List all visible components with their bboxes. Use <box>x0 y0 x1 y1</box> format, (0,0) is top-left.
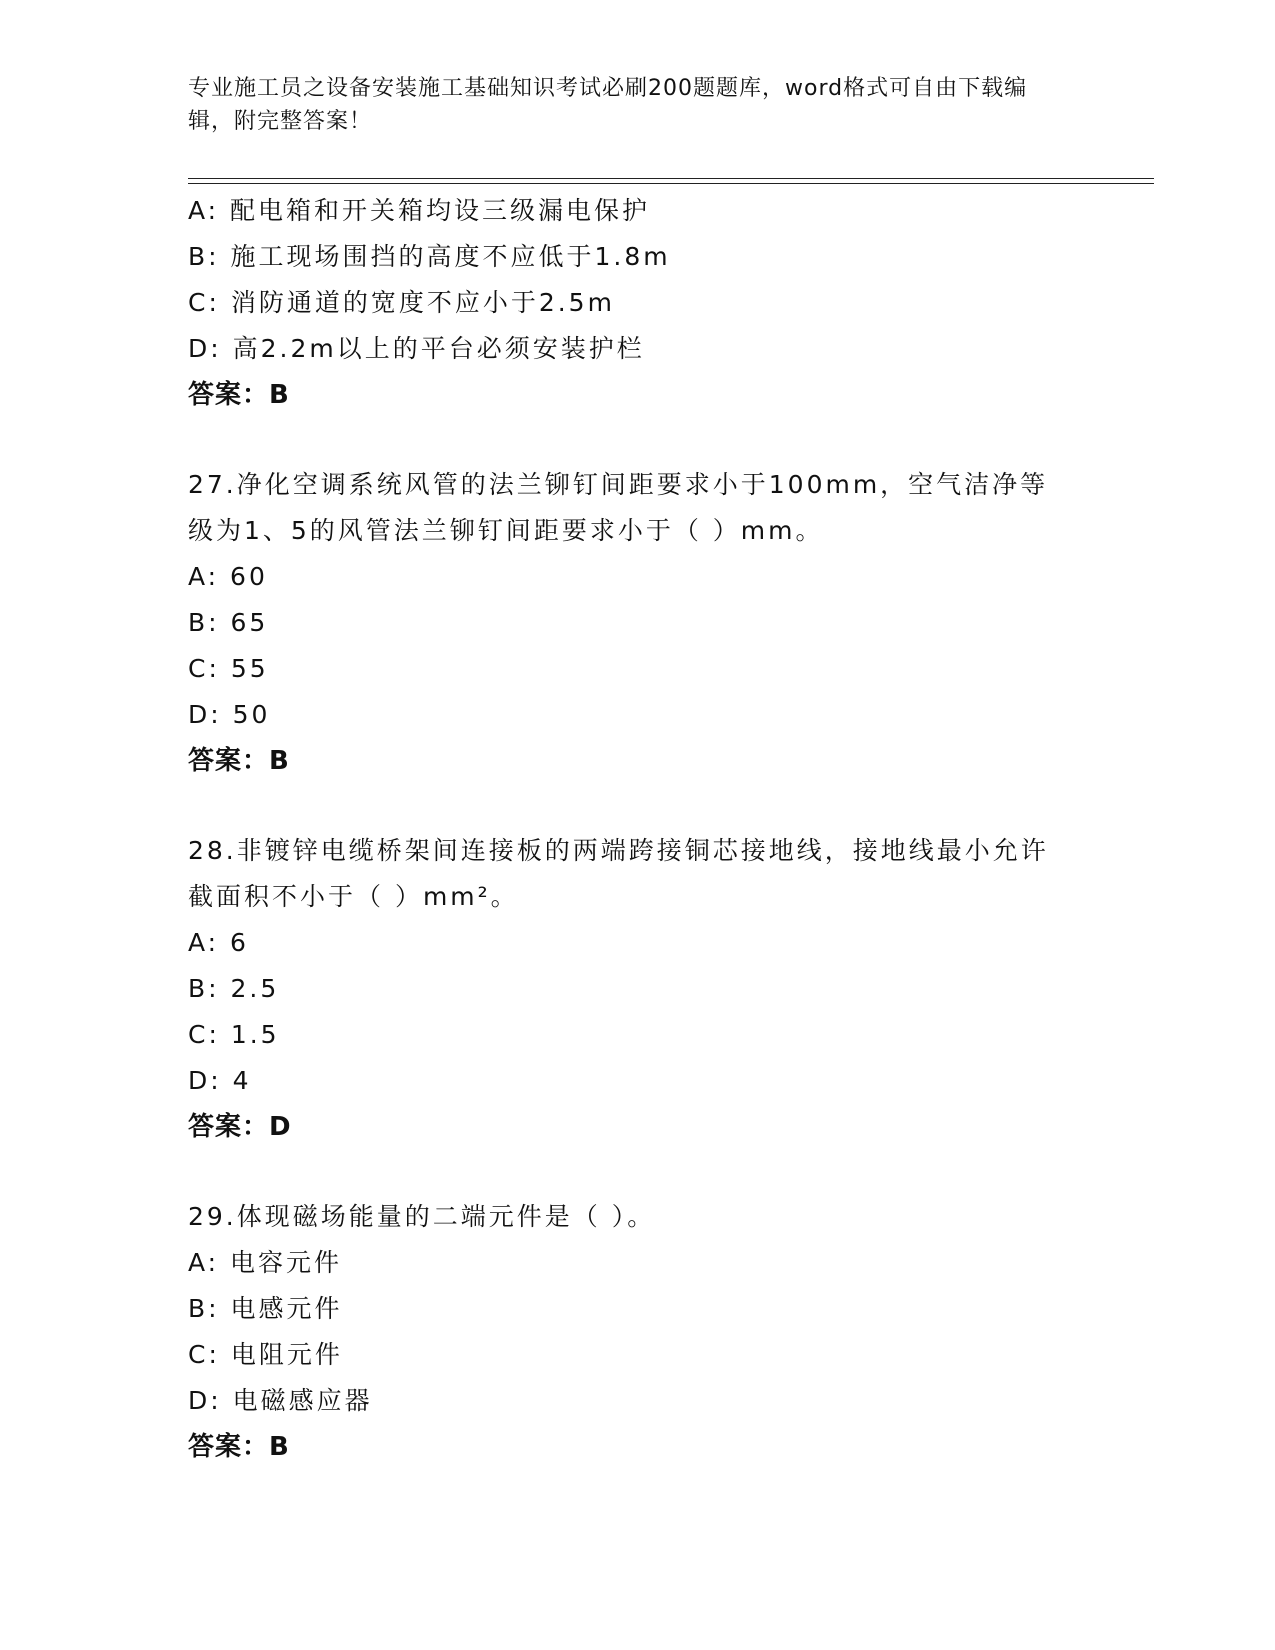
option-c: C: 消防通道的宽度不应小于2.5m <box>188 288 615 317</box>
question-text: 29.体现磁场能量的二端元件是（ ）。 <box>188 1202 656 1231</box>
answer-label: 答案： <box>188 746 270 776</box>
spacer <box>188 418 1088 462</box>
header-divider-bottom <box>188 183 1154 184</box>
question-block-27 <box>188 462 1088 784</box>
answer-line <box>188 1104 1088 1150</box>
header-divider-top <box>188 178 1154 179</box>
header-title: 专业施工员之设备安装施工基础知识考试必刷200题题库，word格式可自由下载编辑，附完整答案！ <box>188 76 1028 134</box>
answer-line <box>188 738 1088 784</box>
question-text: 27.净化空调系统风管的法兰铆钉间距要求小于100mm，空气洁净等级为1、5的风管法兰铆钉间距要求小于（ ）mm。 <box>188 470 1049 545</box>
question-block-29 <box>188 1194 1088 1470</box>
answer-label: 答案： <box>188 380 270 410</box>
answer-line <box>188 1424 1088 1470</box>
spacer <box>188 784 1088 828</box>
answer-value: D <box>269 1112 292 1142</box>
option-d: D: 50 <box>188 700 271 729</box>
option-a: A: 电容元件 <box>188 1248 343 1277</box>
option-d: D: 4 <box>188 1066 252 1095</box>
spacer <box>188 1150 1088 1194</box>
answer-value: B <box>269 1432 290 1462</box>
answer-line <box>188 372 1088 418</box>
document-header <box>188 72 1068 138</box>
option-b: B: 65 <box>188 608 269 637</box>
question-text: 28.非镀锌电缆桥架间连接板的两端跨接铜芯接地线，接地线最小允许截面积不小于（ ）mm²。 <box>188 836 1049 911</box>
option-c: C: 55 <box>188 654 269 683</box>
option-b: B: 2.5 <box>188 974 280 1003</box>
option-d: D: 高2.2m以上的平台必须安装护栏 <box>188 334 645 363</box>
option-a: A: 60 <box>188 562 268 591</box>
option-c: C: 电阻元件 <box>188 1340 343 1369</box>
option-a: A: 6 <box>188 928 249 957</box>
option-b: B: 电感元件 <box>188 1294 343 1323</box>
answer-value: B <box>269 380 290 410</box>
question-block-28 <box>188 828 1088 1150</box>
answer-label: 答案： <box>188 1112 270 1142</box>
option-d: D: 电磁感应器 <box>188 1386 373 1415</box>
answer-label: 答案： <box>188 1432 270 1462</box>
answer-value: B <box>269 746 290 776</box>
option-c: C: 1.5 <box>188 1020 280 1049</box>
option-b: B: 施工现场围挡的高度不应低于1.8m <box>188 242 671 271</box>
option-a: A: 配电箱和开关箱均设三级漏电保护 <box>188 196 651 225</box>
question-list <box>188 188 1088 1470</box>
question-block-prev <box>188 188 1088 418</box>
